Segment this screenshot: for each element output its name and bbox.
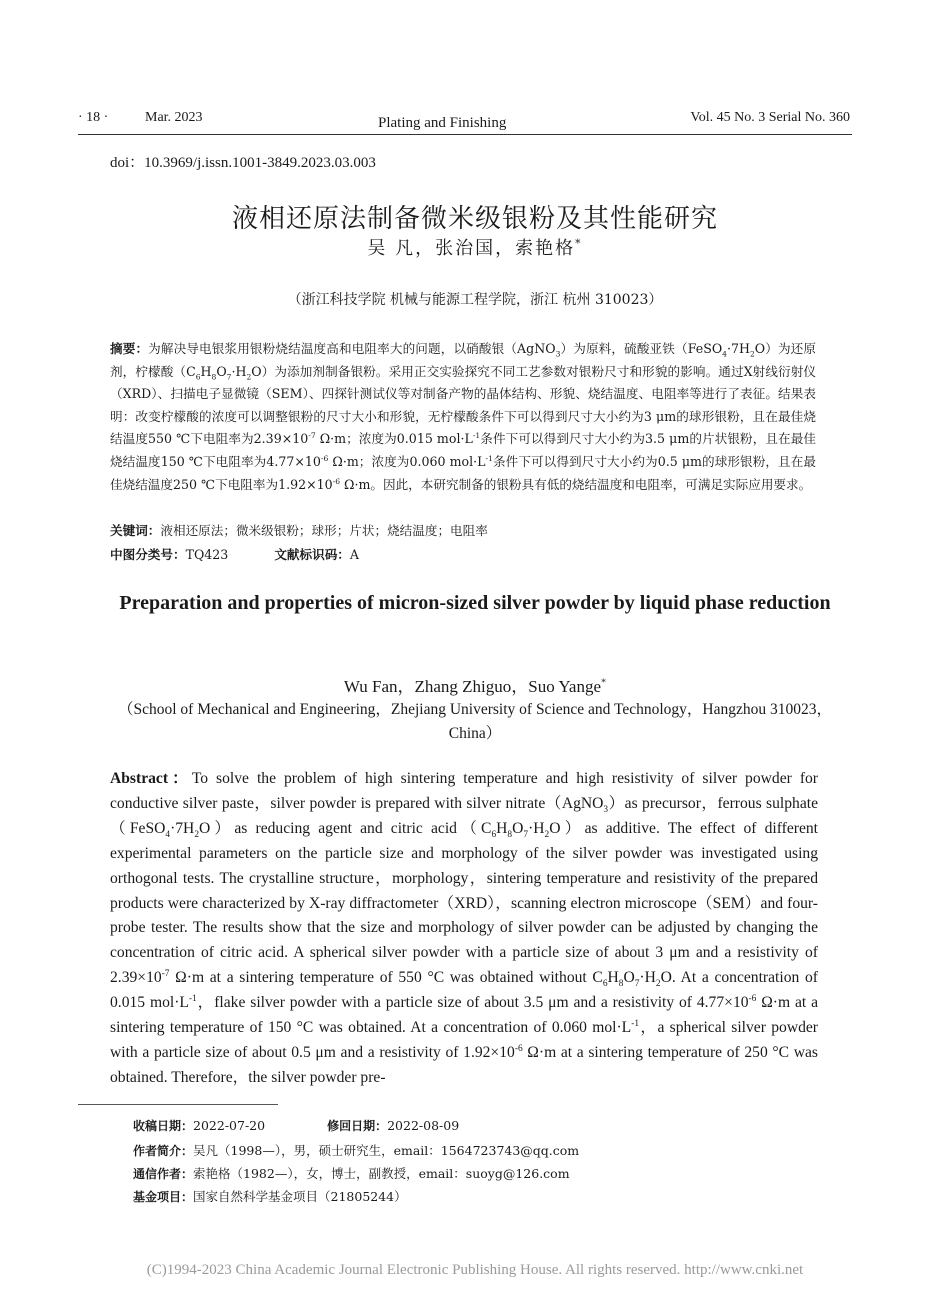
- en-abstract: Abstract：To solve the problem of high sintering temperature and high resistivity of silver powder for conductive silver paste，silver powder is prepared with silver nitrate（AgNO$_3$）as precursor，ferrous $sulphate(FeSO_4\cdot 7H_2O)as$ reducing agent and citric $acid(C_6H_8O_7\cdot H_2O)as$ additive. The effect of different experimental parameters on the particle size and morphology of the silver powder was investigated using orthogonal tests. The crystalline structure，morphology，sintering temperature and resistivity of the prepared products were characterized by X-ray diffractometer（XRD），scanning electron microscope（SEM）and four-probe tester. The results show that the size and morphology of silver powder can be adjusted by changing the concentration of citric acid. A spherical silver powder with a particle size of about 3 μm and a resistivity of $2.39\times 10^{-7}$ Ω·m at a sintering temperature of 550 °C was obtained without $C_6H_8O_7\cdot H_2O$. At a concentration of 0.015 $mol\cdot L^{-1}$，flake silver powder with a particle size of about 3.5 μm and a resistivity of $4.77\times 10^{-6}$ Ω·m at a sintering temperature of 150 °C was obtained. At a concentration of 0.060 $mol\cdot L^{-1}$，a spherical silver powder with a particle size of about 0.5 μm and a resistivity of $1.92\times 10^{-6}$ Ω·m at a sintering temperature of 250 °C was obtained. Therefore，the silver powder pre-: [110, 770, 819, 1086]
- journal-name: Plating and Finishing: [378, 115, 507, 131]
- en-title: Preparation and properties of micron-sized silver powder by liquid phase reduction: [119, 592, 831, 614]
- issue-date: Mar. 2023: [145, 110, 203, 125]
- cn-classification: 中图分类号：TQ423 文献标识码：A: [110, 547, 359, 562]
- copyright-line: (C)1994-2023 China Academic Journal Electronic Publishing House. All rights reserved. http://www.cnki.net: [146, 1262, 804, 1278]
- cn-abstract: 摘要：为解决导电银浆用银粉烧结温度高和电阻率大的问题，以硝酸银（AgNO$_3$）为原料，硫酸亚铁$(FeSO_4\cdot 7H_2O)$为还原剂，柠檬酸$(C_6H_8O_7\cdot H_2O)$为添加剂制备银粉。采用正交实验探究不同工艺参数对银粉尺寸和形貌的影响。通过X射线衍射仪（XRD）、扫描电子显微镜（SEM）、四探针测试仪等对制备产物的晶体结构、形貌、烧结温度、电阻率等进行了表征。结果表明：改变柠檬酸的浓度可以调整银粉的尺寸大小和形貌，无柠檬酸条件下可以得到尺寸大小约为3 μm的球形银粉，且在最佳烧结温度550 ℃下电阻率为$2.39\times 10^{-7}$ Ω·m；浓度为0.015 $mol\cdot L^{-1}$条件下可以得到尺寸大小约为3.5 μm的片状银粉，且在最佳烧结温度150 ℃下电阻率为$4.77\times 10^{-6}$ Ω·m；浓度为0.060 $mol\cdot L^{-1}$条件下可以得到尺寸大小约为0.5 μm的球形银粉，且在最佳烧结温度250 ℃下电阻率为$1.92\times 10^{-6}$ Ω·m。因此，本研究制备的银粉具有低的烧结温度和电阻率，可满足实际应用要求。: [110, 341, 816, 492]
- volume-info: Vol. 45 No. 3 Serial No. 360: [690, 110, 850, 125]
- footnote-rule: [78, 1104, 278, 1105]
- en-abstract-label: Abstract：: [110, 770, 192, 787]
- corresponding-mark: *: [575, 237, 583, 250]
- page-number: · 18 ·: [78, 110, 109, 125]
- footnote-author: 作者简介：吴凡（1998—），男，硕士研究生，email：1564723743@qq.com: [133, 1143, 580, 1158]
- footnote-fund: 基金项目：国家自然科学基金项目（21805244）: [133, 1189, 407, 1204]
- cn-authors: [0, 234, 950, 260]
- cn-authors-text: 吴 凡，张治国，索艳格: [367, 238, 576, 259]
- cn-abstract-label: 摘要：: [110, 341, 149, 356]
- footnote-dates: 收稿日期：2022-07-20 修回日期：2022-08-09: [133, 1118, 460, 1133]
- cn-keywords: 关键词：液相还原法；微米级银粉；球形；片状；烧结温度；电阻率: [110, 523, 488, 538]
- en-authors: Wu Fan，Zhang Zhiguo，Suo Yange*: [343, 677, 607, 696]
- cn-title: 液相还原法制备微米级银粉及其性能研究: [231, 204, 718, 234]
- footnote-corresponding: 通信作者：索艳格（1982—），女，博士，副教授，email：suoyg@126.com: [133, 1166, 570, 1181]
- header-rule: [78, 134, 852, 135]
- doi: doi：10.3969/j.issn.1001-3849.2023.03.003: [110, 155, 376, 171]
- cn-affiliation: （浙江科技学院 机械与能源工程学院，浙江 杭州 310023）: [287, 292, 663, 308]
- en-affiliation: （School of Mechanical and Engineering，Zhejiang University of Science and Technology，Hangzhou 310023，China）: [117, 701, 833, 742]
